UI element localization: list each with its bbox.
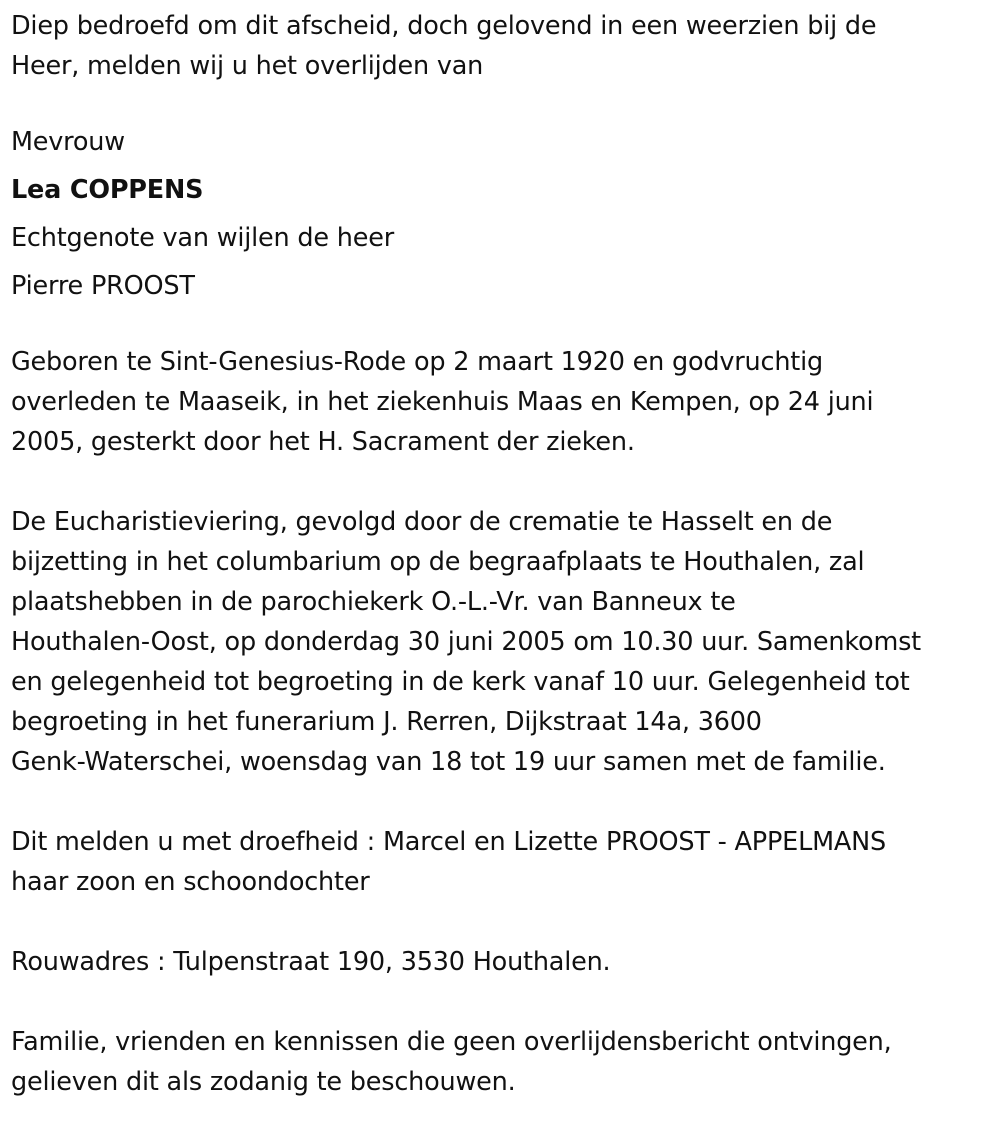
spacer: [11, 982, 986, 1022]
spacer: [11, 310, 986, 342]
spacer: [11, 782, 986, 822]
spacer: [11, 86, 986, 118]
spouse-line: Echtgenote van wijlen de heer: [11, 223, 394, 253]
intro-paragraph: Diep bedroefd om dit afscheid, doch gelovend in een weerzien bij de Heer, melden wij u het overlijden van: [11, 11, 877, 81]
obituary-document: [11, 6, 986, 1102]
announcers-paragraph: Dit melden u met droefheid : Marcel en Lizette PROOST - APPELMANS haar zoon en schoondochter: [11, 827, 886, 897]
closing-paragraph: Familie, vrienden en kennissen die geen overlijdensbericht ontvingen, gelieven dit als zodanig te beschouwen.: [11, 1027, 892, 1097]
spacer: [11, 462, 986, 502]
mourning-address: Rouwadres : Tulpenstraat 190, 3530 Houthalen.: [11, 947, 611, 977]
spacer: [11, 902, 986, 942]
spouse-name: Pierre PROOST: [11, 271, 195, 301]
ceremony-paragraph: De Eucharistieviering, gevolgd door de crematie te Hasselt en de bijzetting in het columbarium op de begraafplaats te Houthalen, zal plaatshebben in de parochiekerk O.-L.-Vr. van Banneux te Houthalen-Oost, op donderdag 30 juni 2005 om 10.30 uur. Samenkomst en gelegenheid tot begroeting in de kerk vanaf 10 uur. Gelegenheid tot begroeting in het funerarium J. Rerren, Dijkstraat 14a, 3600 Genk-Waterschei, woensdag van 18 tot 19 uur samen met de familie.: [11, 507, 921, 777]
deceased-name: Lea COPPENS: [11, 175, 204, 205]
salutation: Mevrouw: [11, 127, 125, 157]
birth-death-paragraph: Geboren te Sint-Genesius-Rode op 2 maart 1920 en godvruchtig overleden te Maaseik, in het ziekenhuis Maas en Kempen, op 24 juni 2005, gesterkt door het H. Sacrament der zieken.: [11, 347, 874, 457]
